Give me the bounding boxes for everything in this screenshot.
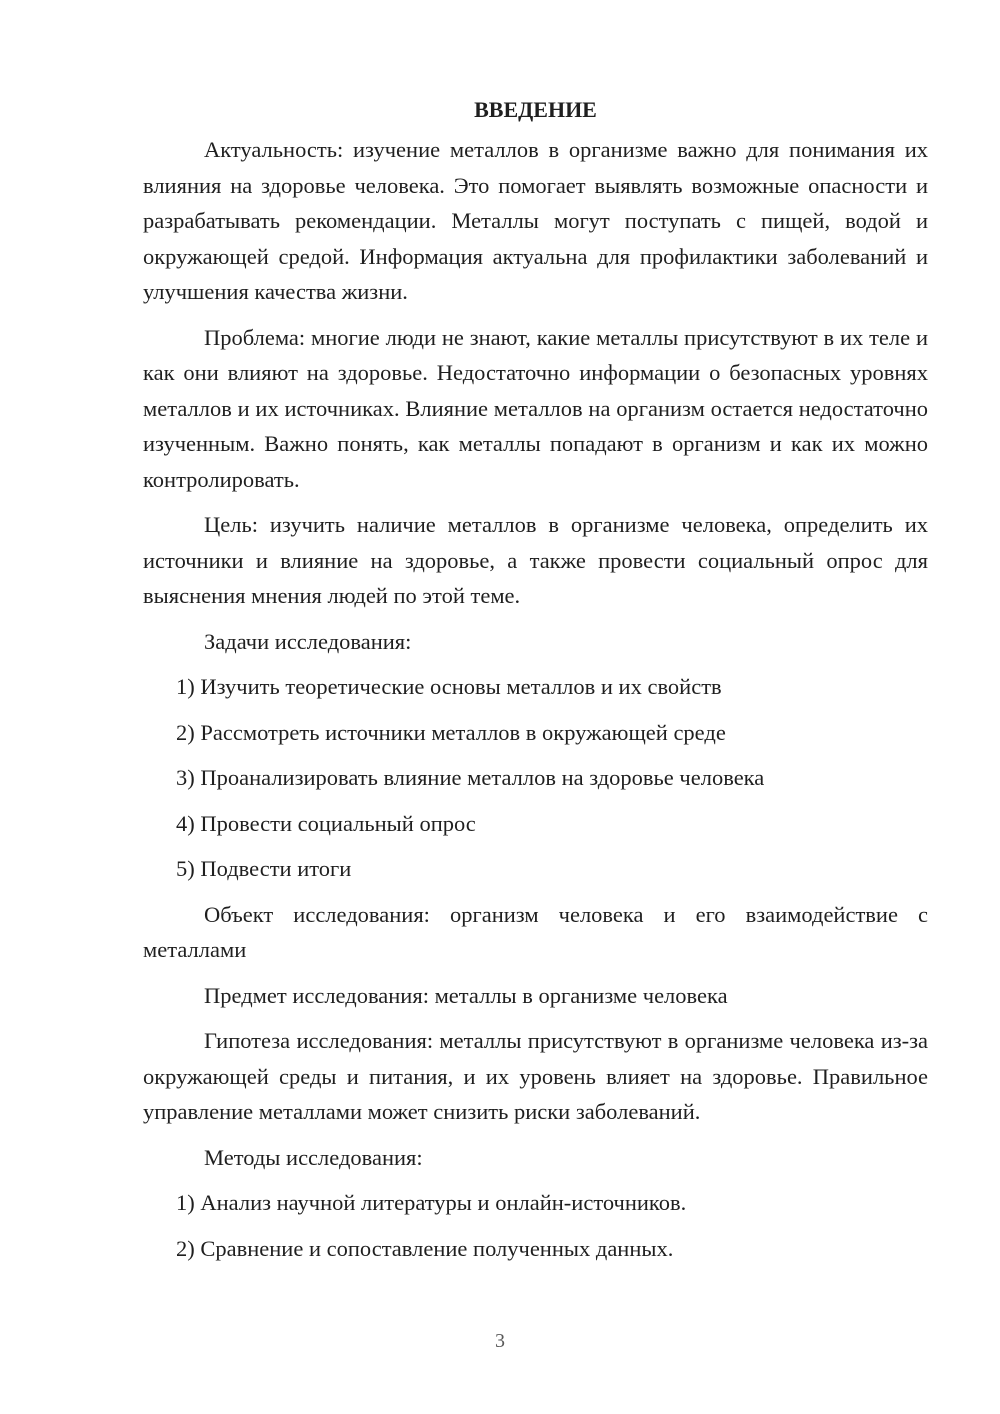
methods-heading: Методы исследования: (204, 1144, 423, 1170)
task-item-4: 4) Провести социальный опрос (176, 810, 476, 836)
document-page (143, 92, 928, 1276)
tasks-heading: Задачи исследования: (204, 628, 412, 654)
paragraph-object: Объект исследования: организм человека и его взаимодействие с металлами (143, 901, 928, 962)
task-item-2: 2) Рассмотреть источники металлов в окружающей среде (176, 719, 726, 745)
task-item-3: 3) Проанализировать влияние металлов на здоровье человека (176, 765, 765, 790)
paragraph-subject: Предмет исследования: металлы в организме человека (204, 982, 728, 1008)
task-item-1: 1) Изучить теоретические основы металлов и их свойств (176, 674, 722, 699)
page-number: 3 (495, 1330, 505, 1352)
page-title: ВВЕДЕНИЕ (474, 97, 597, 122)
paragraph-problem: Проблема: многие люди не знают, какие металлы присутствуют в их теле и как они влияют на здоровье. Недостаточно информации о безопасных уровнях металлов и их источниках. Влияние металлов на организм остается недостаточно изученным. Важно понять, как металлы попадают в организм и как их можно контролировать. (143, 324, 928, 492)
method-item-1: 1) Анализ научной литературы и онлайн-источников. (176, 1190, 687, 1215)
paragraph-actuality: Актуальность: изучение металлов в организме важно для понимания их влияния на здоровье человека. Это помогает выявлять возможные опасности и разрабатывать рекомендации. Металлы могут поступать с пищей, водой и окружающей средой. Информация актуальна для профилактики заболеваний и улучшения качества жизни. (143, 137, 928, 304)
paragraph-hypothesis: Гипотеза исследования: металлы присутствуют в организме человека из-за окружающей среды и питания, и их уровень влияет на здоровье. Правильное управление металлами может снизить риски заболеваний. (143, 1028, 928, 1124)
method-item-2: 2) Сравнение и сопоставление полученных данных. (176, 1235, 674, 1261)
task-item-5: 5) Подвести итоги (176, 856, 352, 881)
paragraph-goal: Цель: изучить наличие металлов в организме человека, определить их источники и влияние на здоровье, а также провести социальный опрос для выяснения мнения людей по этой теме. (143, 512, 928, 608)
